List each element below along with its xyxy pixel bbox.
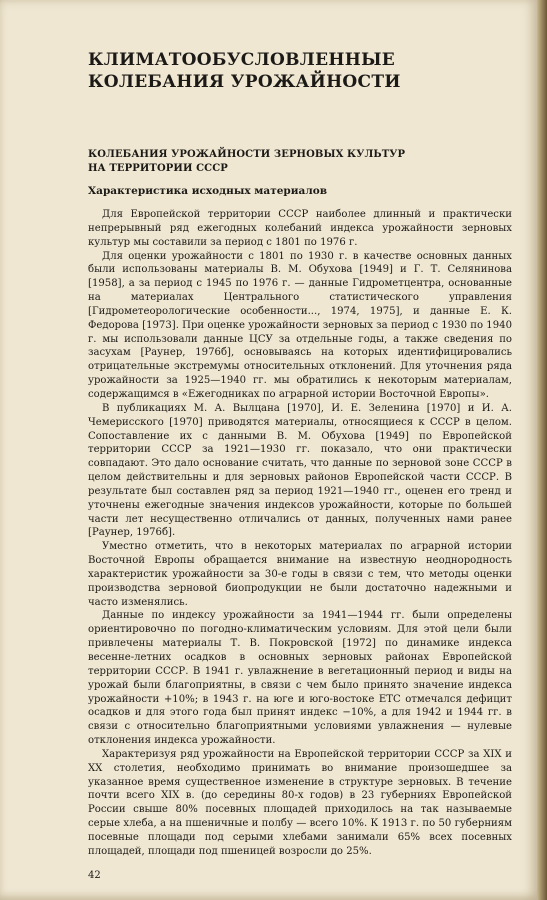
section-title-line: НА ТЕРРИТОРИИ СССР xyxy=(88,163,228,174)
paragraph: В публикациях М. А. Вылцана [1970], И. Е. Зеленина [1970] и И. А. Чемерисского [1970] приводятся материалы, относящиеся к СССР в целом. Сопоставление их с данными В. М. Обухова [1949] по Европейской территории СССР за 1921—1930 гг. показало, что они практически совпадают. Это дало основание считать, что данные по зерновой зоне СССР в целом действительны и для зерновых районов Европейской части СССР. В результате был составлен ряд за период 1921—1940 гг., оценен его тренд и уточнены ежегодные значения индексов урожайности, которые по большей части лет несущественно отличались от данных, полученных нами ранее [Раунер, 1976б]. xyxy=(88,402,512,539)
paragraph: Данные по индексу урожайности за 1941—1944 гг. были определены ориентировочно по погодно-климатическим условиям. Для этой цели были привлечены материалы Т. В. Покровской [1972] по динамике индекса весенне-летних осадков в основных зерновых районах Европейской территории СССР. В 1941 г. увлажнение в вегетационный период и виды на урожай были благоприятны, в связи с чем было принято значение индекса урожайности +10%; в 1943 г. на юге и юго-востоке ЕТС отмечался дефицит осадков и для этого года был принят индекс −10%, а для 1942 и 1944 гг. в связи с относительно благоприятными условиями увлажнения — нулевые отклонения индекса урожайности. xyxy=(88,610,512,747)
chapter-title-line: КЛИМАТООБУСЛОВЛЕННЫЕ xyxy=(88,50,396,70)
section-title-line: КОЛЕБАНИЯ УРОЖАЙНОСТИ ЗЕРНОВЫХ КУЛЬТУР xyxy=(88,149,406,160)
subsection-title: Характеристика исходных материалов xyxy=(88,185,328,197)
page-edge xyxy=(537,0,547,900)
paragraph: Характеризуя ряд урожайности на Европейской территории СССР за XIX и XX столетия, необходимо принимать во внимание произошедшее за указанное время существенное изменение в структуре зерновых. В течение почти всего XIX в. (до середины 80-х годов) в 23 губерниях Европейской России свыше 80% посевных площадей приходилось на так называемые серые хлеба, а на пшеничные и полбу — всего 10%. К 1913 г. по 50 губерниям посевные площади под серыми хлебами занимали 65% всех посевных площадей, площади под пшеницей возросли до 25%. xyxy=(88,748,512,857)
paragraph: Для оценки урожайности с 1801 по 1930 г. в качестве основных данных были использованы материалы В. М. Обухова [1949] и Г. Т. Селянинова [1958], а за период с 1945 по 1976 г. — данные Гидрометцентра, основанные на материалах Центрального статистического управления [Гидрометеорологические особенности..., 1974, 1975], и данные Е. К. Федорова [1973]. При оценке урожайности зерновых за период с 1930 по 1940 г. мы использовали данные ЦСУ за отдельные годы, а также сведения по засухам [Раунер, 1976б], основываясь на которых идентифицировались отрицательные экстремумы относительных отклонений. Для уточнения ряда урожайности за 1925—1940 гг. мы обратились к некоторым материалам, содержащимся в «Ежегодниках по аграрной истории Восточной Европы». xyxy=(88,250,512,400)
page-number: 42 xyxy=(88,870,101,881)
section-title xyxy=(88,148,508,176)
body-text xyxy=(88,208,512,859)
paragraph: Уместно отметить, что в некоторых материалах по аграрной истории Восточной Европы обращается внимание на известную неоднородность характеристик урожайности за 30-е годы в связи с тем, что методы оценки производства зерновой биопродукции не были достаточно надежными и часто изменялись. xyxy=(88,541,512,608)
paragraph: Для Европейской территории СССР наиболее длинный и практически непрерывный ряд ежегодных колебаний индекса урожайности зерновых культур мы составили за период с 1801 по 1976 г. xyxy=(88,209,512,248)
chapter-title-line: КОЛЕБАНИЯ УРОЖАЙНОСТИ xyxy=(88,72,401,92)
chapter-title xyxy=(88,49,508,93)
